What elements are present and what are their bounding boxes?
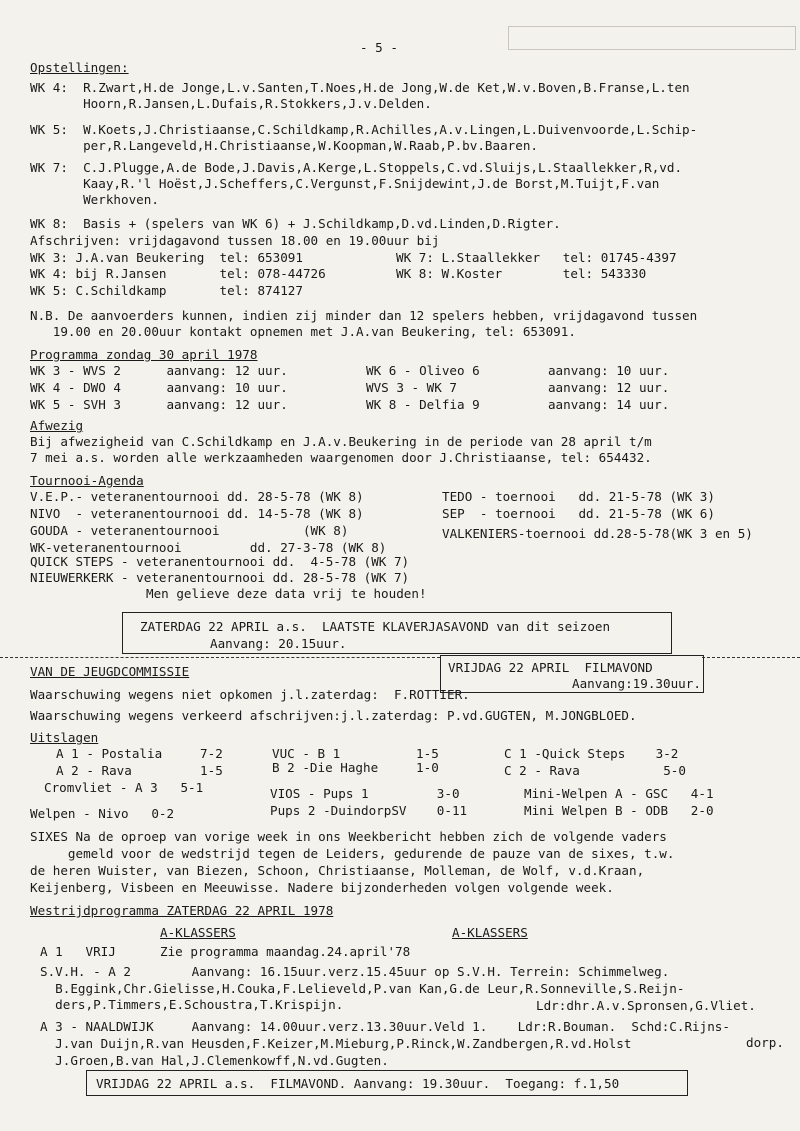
section-divider — [0, 657, 440, 658]
text-line: ders,P.Timmers,E.Schoustra,T.Krispijn. — [40, 997, 344, 1012]
text-line: A-KLASSERS — [452, 925, 528, 940]
text-line: J.Groen,B.van Hal,J.Clemenkowff,N.vd.Gugten. — [40, 1053, 389, 1068]
text-line: Waarschuwing wegens verkeerd afschrijven:j.l.zaterdag: P.vd.GUGTEN, M.JONGBLOED. — [30, 708, 637, 723]
text-line: C 1 -Quick Steps 3-2 — [504, 746, 679, 761]
text-line: 7 mei a.s. worden alle werkzaamheden waargenomen door J.Christiaanse, tel: 654432. — [30, 450, 652, 465]
text-line: Mini Welpen B - ODB 2-0 — [524, 803, 714, 818]
text-line: Zie programma maandag.24.april'78 — [160, 944, 411, 959]
text-line: WK 8 - Delfia 9 aanvang: 14 uur. — [366, 397, 670, 412]
text-line: Men gelieve deze data vrij te houden! — [146, 586, 427, 601]
filmavond-box — [440, 655, 704, 693]
text-line: WK 4: R.Zwart,H.de Jonge,L.v.Santen,T.Noes,H.de Jong,W.de Ket,W.v.Boven,B.Franse,L.ten — [30, 80, 690, 95]
text-line: Ldr:dhr.A.v.Spronsen,G.Vliet. — [536, 998, 756, 1013]
text-line: de heren Wuister, van Biezen, Schoon, Christiaanse, Molleman, de Wolf, v.d.Kraan, — [30, 863, 645, 878]
text-line: WK 5: C.Schildkamp tel: 874127 — [30, 283, 303, 298]
text-line: 19.00 en 20.00uur kontakt opnemen met J.A.van Beukering, tel: 653091. — [30, 324, 576, 339]
text-line: Westrijdprogramma ZATERDAG 22 APRIL 1978 — [30, 903, 334, 918]
text-line: WVS 3 - WK 7 aanvang: 12 uur. — [366, 380, 670, 395]
text-line: Afschrijven: vrijdagavond tussen 18.00 en 19.00uur bij — [30, 233, 440, 248]
text-line: A 3 - NAALDWIJK Aanvang: 14.00uur.verz.13.30uur.Veld 1. Ldr:R.Bouman. Schd:C.Rijns- — [40, 1019, 730, 1034]
text-line: WK 8: W.Koster tel: 543330 — [396, 266, 647, 281]
text-line: B 2 -Die Haghe 1-0 — [272, 760, 439, 775]
text-line: Uitslagen — [30, 730, 99, 745]
text-line: Afwezig — [30, 418, 84, 433]
text-line: Welpen - Nivo 0-2 — [30, 806, 175, 821]
text-line: A 2 - Rava 1-5 — [56, 763, 223, 778]
text-line: Tournooi-Agenda — [30, 473, 144, 488]
text-line: ZATERDAG 22 APRIL a.s. LAATSTE KLAVERJASAVOND van dit seizoen — [140, 619, 611, 634]
text-line: Werkhoven. — [30, 192, 159, 207]
text-line: S.V.H. - A 2 Aanvang: 16.15uur.verz.15.45uur op S.V.H. Terrein: Schimmelweg. — [40, 964, 670, 979]
text-line: J.van Duijn,R.van Heusden,F.Keizer,M.Mieburg,P.Rinck,W.Zandbergen,R.vd.Holst — [40, 1036, 632, 1051]
text-line: A 1 VRIJ — [40, 944, 116, 959]
text-line: N.B. De aanvoerders kunnen, indien zij minder dan 12 spelers hebben, vrijdagavond tussen — [30, 308, 698, 323]
text-line: Aanvang:19.30uur. — [572, 676, 701, 691]
text-line: Waarschuwing wegens niet opkomen j.l.zaterdag: F.ROTTIER. — [30, 687, 470, 702]
bleed-through-stamp — [508, 26, 796, 50]
text-line: VALKENIERS-toernooi dd.28-5-78(WK 3 en 5) — [442, 526, 753, 541]
text-line: Kaay,R.'l Hoëst,J.Scheffers,C.Vergunst,F.Snijdewint,J.de Borst,M.Tuijt,F.van — [30, 176, 660, 191]
text-line: A 1 - Postalia 7-2 — [56, 746, 223, 761]
text-line: WK 4 - DWO 4 aanvang: 10 uur. — [30, 380, 288, 395]
text-line: WK 3 - WVS 2 aanvang: 12 uur. — [30, 363, 288, 378]
text-line: Keijenberg, Visbeen en Meeuwisse. Nadere bijzonderheden volgen volgende week. — [30, 880, 614, 895]
text-line: VUC - B 1 1-5 — [272, 746, 439, 761]
text-line: WK 7: C.J.Plugge,A.de Bode,J.Davis,A.Kerge,L.Stoppels,C.vd.Sluijs,L.Staallekker,R,vd. — [30, 160, 683, 175]
text-line: B.Eggink,Chr.Gielisse,H.Couka,F.Lelieveld,P.van Kan,G.de Leur,R.Sonneville,S.Reijn- — [40, 981, 685, 996]
klaverjas-box — [122, 612, 672, 654]
text-line: Programma zondag 30 april 1978 — [30, 347, 258, 362]
text-line: VRIJDAG 22 APRIL a.s. FILMAVOND. Aanvang: 19.30uur. Toegang: f.1,50 — [96, 1076, 620, 1091]
text-line: per,R.Langeveld,H.Christiaanse,W.Koopman,W.Raab,P.bv.Baaren. — [30, 138, 538, 153]
section-divider-right — [702, 657, 800, 658]
text-line: dorp. — [746, 1035, 784, 1050]
text-line: Bij afwezigheid van C.Schildkamp en J.A.v.Beukering in de periode van 28 april t/m — [30, 434, 652, 449]
text-line: Opstellingen: — [30, 60, 129, 75]
text-line: A-KLASSERS — [160, 925, 236, 940]
text-line: WK 5: W.Koets,J.Christiaanse,C.Schildkamp,R.Achilles,A.v.Lingen,L.Duivenvoorde,L.Schip- — [30, 122, 698, 137]
text-line: VRIJDAG 22 APRIL FILMAVOND — [448, 660, 653, 675]
text-line: V.E.P.- veteranentournooi dd. 28-5-78 (WK 8) — [30, 489, 364, 504]
text-line: WK 4: bij R.Jansen tel: 078-44726 — [30, 266, 326, 281]
text-line: VIOS - Pups 1 3-0 — [270, 786, 460, 801]
text-line: Mini-Welpen A - GSC 4-1 — [524, 786, 714, 801]
text-line: WK 5 - SVH 3 aanvang: 12 uur. — [30, 397, 288, 412]
text-line: NIEUWERKERK - veteranentournooi dd. 28-5-78 (WK 7) — [30, 570, 410, 585]
footer-filmavond-box — [86, 1070, 688, 1096]
text-line: QUICK STEPS - veteranentournooi dd. 4-5-78 (WK 7) — [30, 554, 410, 569]
page-number: - 5 - — [360, 40, 398, 55]
text-line: WK-veteranentournooi dd. 27-3-78 (WK 8) — [30, 540, 387, 555]
text-line: Aanvang: 20.15uur. — [210, 636, 347, 651]
text-line: SIXES Na de oproep van vorige week in ons Weekbericht hebben zich de volgende vaders — [30, 829, 667, 844]
text-line: gemeld voor de wedstrijd tegen de Leiders, gedurende de pauze van de sixes, t.w. — [30, 846, 675, 861]
text-line: GOUDA - veteranentournooi (WK 8) — [30, 523, 349, 538]
text-line: WK 8: Basis + (spelers van WK 6) + J.Schildkamp,D.vd.Linden,D.Rigter. — [30, 216, 561, 231]
text-line: WK 3: J.A.van Beukering tel: 653091 — [30, 250, 303, 265]
text-line: Cromvliet - A 3 5-1 — [44, 780, 204, 795]
text-line: SEP - toernooi dd. 21-5-78 (WK 6) — [442, 506, 715, 521]
text-line: WK 7: L.Staallekker tel: 01745-4397 — [396, 250, 677, 265]
text-line: TEDO - toernooi dd. 21-5-78 (WK 3) — [442, 489, 715, 504]
text-line: C 2 - Rava 5-0 — [504, 763, 686, 778]
text-line: WK 6 - Oliveo 6 aanvang: 10 uur. — [366, 363, 670, 378]
text-line: NIVO - veteranentournooi dd. 14-5-78 (WK 8) — [30, 506, 364, 521]
text-line: Hoorn,R.Jansen,L.Dufais,R.Stokkers,J.v.Delden. — [30, 96, 432, 111]
text-line: Pups 2 -DuindorpSV 0-11 — [270, 803, 468, 818]
text-line: VAN DE JEUGDCOMMISSIE — [30, 664, 190, 679]
